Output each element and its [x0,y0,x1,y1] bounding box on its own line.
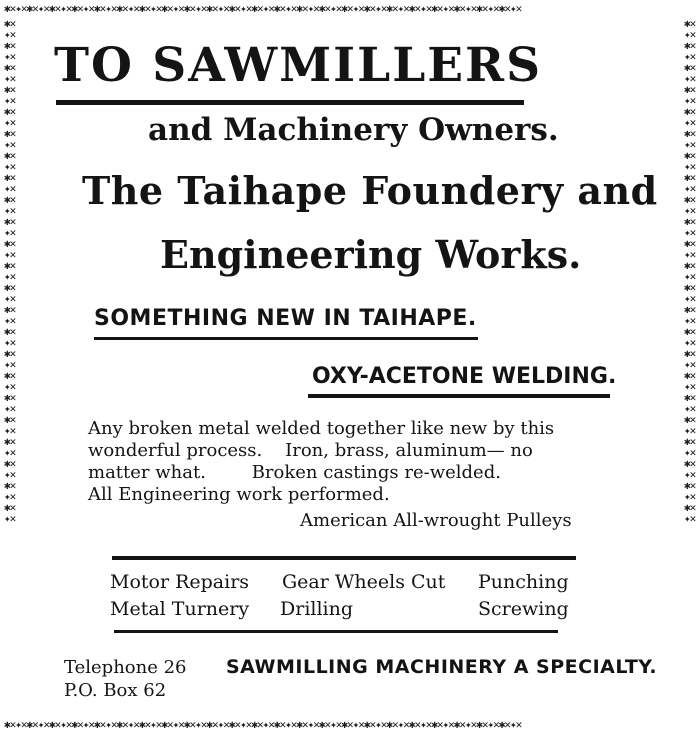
company-name-line2: Engineering Works. [160,232,582,277]
specialty-line: SAWMILLING MACHINERY A SPECIALTY. [226,656,658,678]
body-line-4: All Engineering work performed. [88,484,390,505]
border-bottom: ✱✕✦✕✱✕✦✕✱✕✦✕✱✕✦✕✱✕✦✕✱✕✦✕✱✕✦✕✱✕✦✕✱✕✦✕✱✕✦✕✱✕✦✕✱✕✦✕✱✕✦✕✱✕✦✕✱✕✦✕✱✕✦✕✱✕✦✕✱✕✦✕✱✕✦✕✱✕✦✕✱✕✦✕✱✕✦✕✱✕✦✕ [4,718,522,731]
service-motor-repairs: Motor Repairs [110,571,250,593]
border-top: ✱✕✦✕✱✕✦✕✱✕✦✕✱✕✦✕✱✕✦✕✱✕✦✕✱✕✦✕✱✕✦✕✱✕✦✕✱✕✦✕✱✕✦✕✱✕✦✕✱✕✦✕✱✕✦✕✱✕✦✕✱✕✦✕✱✕✦✕✱✕✦✕✱✕✦✕✱✕✦✕✱✕✦✕✱✕✦✕✱✕✦✕ [4,2,522,15]
body-line-1: Any broken metal welded together like new by this [88,418,555,439]
service-heading-underline [308,394,610,398]
border-right: ✱✕✦✕✱✕✦✕✱✕✦✕✱✕✦✕✱✕✦✕✱✕✦✕✱✕✦✕✱✕✦✕✱✕✦✕✱✕✦✕✱✕✦✕✱✕✦✕✱✕✦✕✱✕✦✕✱✕✦✕✱✕✦✕✱✕✦✕✱✕✦✕✱✕✦✕✱✕✦✕✱✕✦✕✱✕✦✕✱✕✦✕ [684,18,696,525]
border-left: ✱✕✦✕✱✕✦✕✱✕✦✕✱✕✦✕✱✕✦✕✱✕✦✕✱✕✦✕✱✕✦✕✱✕✦✕✱✕✦✕✱✕✦✕✱✕✦✕✱✕✦✕✱✕✦✕✱✕✦✕✱✕✦✕✱✕✦✕✱✕✦✕✱✕✦✕✱✕✦✕✱✕✦✕✱✕✦✕✱✕✦✕ [4,18,16,525]
po-box: P.O. Box 62 [64,680,167,701]
service-drilling: Drilling [280,598,354,620]
service-screwing: Screwing [478,598,569,620]
advert-title: TO SAWMILLERS [54,38,543,93]
services-bottom-rule [114,630,558,633]
title-underline [56,100,524,105]
service-punching: Punching [478,571,569,593]
tagline: SOMETHING NEW IN TAIHAPE. [94,306,477,331]
advert-subtitle: and Machinery Owners. [148,112,559,148]
service-gear-wheels: Gear Wheels Cut [282,571,446,593]
telephone: Telephone 26 [64,657,187,678]
service-metal-turnery: Metal Turnery [110,598,250,620]
body-line-3: matter what. Broken castings re-welded. [88,462,501,483]
tagline-underline [94,337,478,340]
body-line-2: wonderful process. Iron, brass, aluminum— no [88,440,533,461]
service-heading: OXY-ACETONE WELDING. [312,364,617,389]
company-name-line1: The Taihape Foundery and [82,168,658,213]
services-top-rule [112,556,576,560]
body-line-5: American All-wrought Pulleys [300,510,572,531]
